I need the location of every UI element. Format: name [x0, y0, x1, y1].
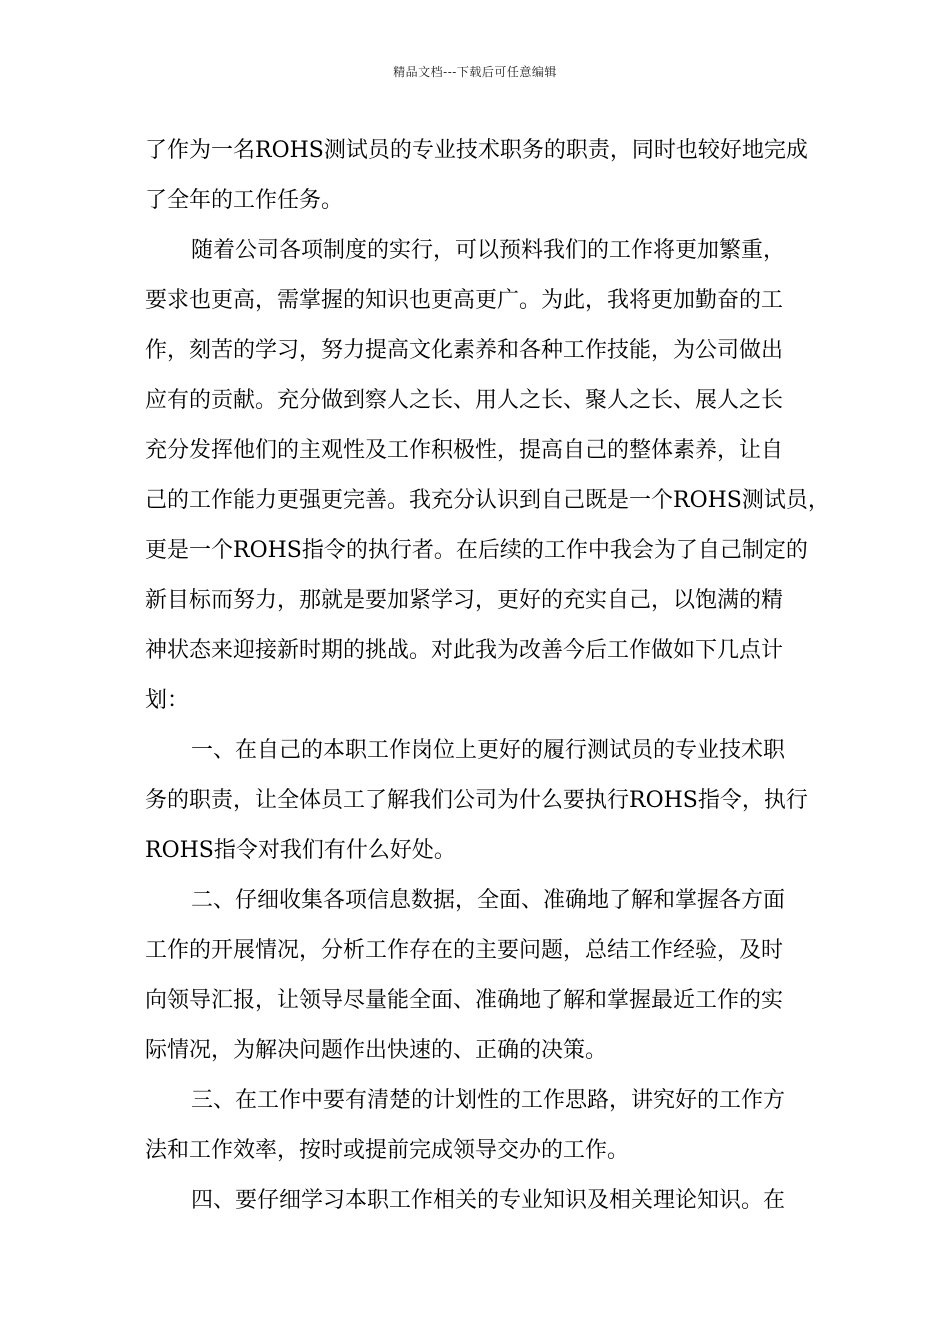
- text-line: 划：: [145, 688, 190, 713]
- page-header: 精品文档---下载后可任意编辑: [393, 65, 557, 79]
- text-line: 作，刻苦的学习，努力提高文化素养和各种工作技能，为公司做出: [145, 338, 784, 363]
- paragraph-start-line: 二、仔细收集各项信息数据，全面、准确地了解和掌握各方面: [191, 888, 786, 913]
- paragraph-start-line: 三、在工作中要有清楚的计划性的工作思路，讲究好的工作方: [191, 1088, 786, 1113]
- text-line: 工作的开展情况，分析工作存在的主要问题，总结工作经验，及时: [145, 938, 784, 963]
- text-line: 更是一个ROHS指令的执行者。在后续的工作中我会为了自己制定的: [145, 538, 808, 563]
- text-line: 务的职责，让全体员工了解我们公司为什么要执行ROHS指令，执行: [145, 788, 808, 813]
- text-line: ROHS指令对我们有什么好处。: [145, 838, 456, 863]
- text-line: 法和工作效率，按时或提前完成领导交办的工作。: [145, 1138, 630, 1163]
- text-line: 要求也更高，需掌握的知识也更高更广。为此，我将更加勤奋的工: [145, 288, 784, 313]
- text-line: 了全年的工作任务。: [145, 188, 344, 213]
- text-line: 向领导汇报，让领导尽量能全面、准确地了解和掌握最近工作的实: [145, 988, 784, 1013]
- text-line: 应有的贡献。充分做到察人之长、用人之长、聚人之长、展人之长: [145, 388, 784, 413]
- text-line: 充分发挥他们的主观性及工作积极性，提高自己的整体素养，让自: [145, 438, 784, 463]
- text-line: 际情况，为解决问题作出快速的、正确的决策。: [145, 1038, 608, 1063]
- text-line: 己的工作能力更强更完善。我充分认识到自己既是一个ROHS测试员，: [145, 488, 830, 513]
- document-body: [145, 126, 830, 1226]
- paragraph-start-line: 随着公司各项制度的实行，可以预料我们的工作将更加繁重，: [191, 238, 786, 263]
- text-line: 了作为一名ROHS测试员的专业技术职务的职责，同时也较好地完成: [145, 138, 808, 163]
- text-line: 神状态来迎接新时期的挑战。对此我为改善今后工作做如下几点计: [145, 638, 784, 663]
- text-line: 新目标而努力，那就是要加紧学习，更好的充实自己，以饱满的精: [145, 588, 784, 613]
- paragraph-start-line: 四、要仔细学习本职工作相关的专业知识及相关理论知识。在: [191, 1188, 786, 1213]
- paragraph-start-line: 一、在自己的本职工作岗位上更好的履行测试员的专业技术职: [191, 738, 786, 763]
